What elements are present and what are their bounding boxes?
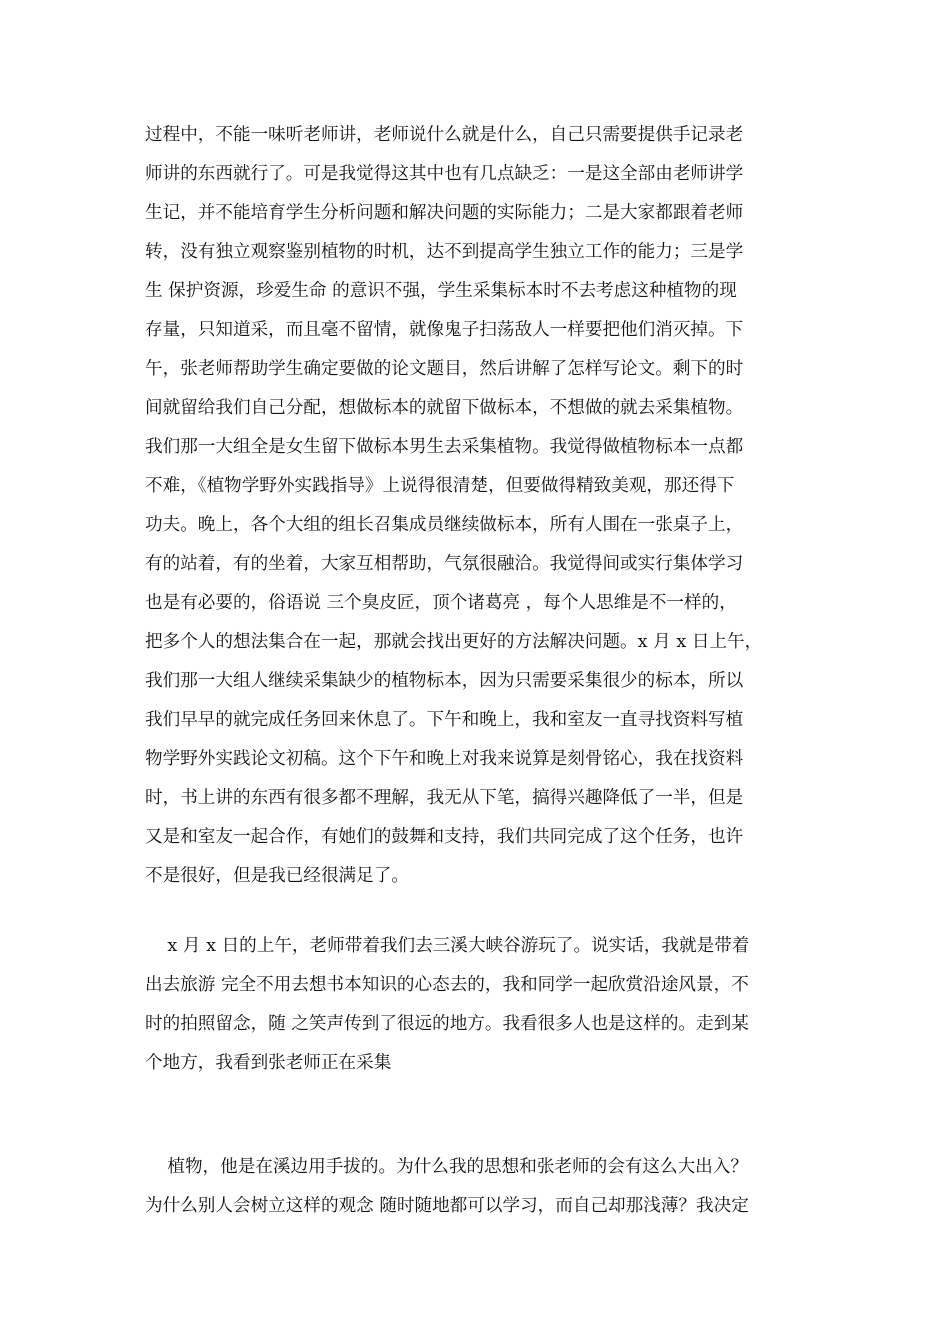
- text-line: 又是和室友一起合作，有她们的鼓舞和支持，我们共同完成了这个任务，也许: [145, 827, 744, 847]
- text-line: 也是有必要的，俗语说 三个臭皮匠，顶个诸葛亮 ，每个人思维是不一样的，: [145, 593, 737, 613]
- text-line: 不难，《植物学野外实践指导》上说得很清楚，但要做得精致美观，那还得下: [145, 476, 735, 496]
- text-line: 生记，并不能培育学生分析问题和解决问题的实际能力；二是大家都跟着老师: [145, 203, 744, 223]
- text-line: 转，没有独立观察鉴别植物的时机，达不到提高学生独立工作的能力；三是学: [145, 242, 744, 262]
- text-line: 间就留给我们自己分配，想做标本的就留下做标本，不想做的就去采集植物。: [145, 398, 744, 418]
- text-line: 为什么别人会树立这样的观念 随时随地都可以学习，而自己却那浅薄？我决定: [145, 1196, 749, 1216]
- text-line: 物学野外实践论文初稿。这个下午和晚上对我来说算是刻骨铭心，我在找资料: [145, 749, 744, 769]
- paragraph-3: [145, 1148, 810, 1226]
- paragraph-1: [145, 116, 810, 896]
- text-line: 我们那一大组人继续采集缺少的植物标本，因为只需要采集很少的标本，所以: [145, 671, 744, 691]
- paragraph-2: [145, 927, 810, 1083]
- text-line: x 月 x 日的上午，老师带着我们去三溪大峡谷游玩了。说实话，我就是带着: [145, 936, 750, 956]
- text-line: 个地方，我看到张老师正在采集: [145, 1053, 392, 1073]
- text-line: 把多个人的想法集合在一起，那就会找出更好的方法解决问题。x 月 x 日上午，: [145, 632, 763, 652]
- text-line: 时，书上讲的东西有很多都不理解，我无从下笔，搞得兴趣降低了一半，但是: [145, 788, 744, 808]
- text-line: 我们早早的就完成任务回来休息了。下午和晚上，我和室友一直寻找资料写植: [145, 710, 744, 730]
- text-line: 过程中，不能一味听老师讲，老师说什么就是什么，自己只需要提供手记录老: [145, 125, 744, 145]
- text-line: 有的站着，有的坐着，大家互相帮助，气氛很融洽。我觉得间或实行集体学习: [145, 554, 744, 574]
- text-line: 不是很好，但是我已经很满足了。: [145, 866, 409, 886]
- text-line: 午，张老师帮助学生确定要做的论文题目，然后讲解了怎样写论文。剩下的时: [145, 359, 744, 379]
- text-line: 时的拍照留念，随 之笑声传到了很远的地方。我看很多人也是这样的。走到某: [145, 1014, 749, 1034]
- text-line: 生 保护资源，珍爱生命 的意识不强，学生采集标本时不去考虑这种植物的现: [145, 281, 737, 301]
- text-line: 植物，他是在溪边用手拔的。为什么我的思想和张老师的会有这么大出入？: [145, 1157, 748, 1177]
- text-line: 师讲的东西就行了。可是我觉得这其中也有几点缺乏：一是这全部由老师讲学: [145, 164, 744, 184]
- text-line: 功夫。晚上，各个大组的组长召集成员继续做标本，所有人围在一张桌子上，: [145, 515, 744, 535]
- text-line: 我们那一大组全是女生留下做标本男生去采集植物。我觉得做植物标本一点都: [145, 437, 744, 457]
- text-line: 出去旅游 完全不用去想书本知识的心态去的，我和同学一起欣赏沿途风景，不: [145, 975, 749, 995]
- text-line: 存量，只知道采，而且毫不留情，就像鬼子扫荡敌人一样要把他们消灭掉。下: [145, 320, 744, 340]
